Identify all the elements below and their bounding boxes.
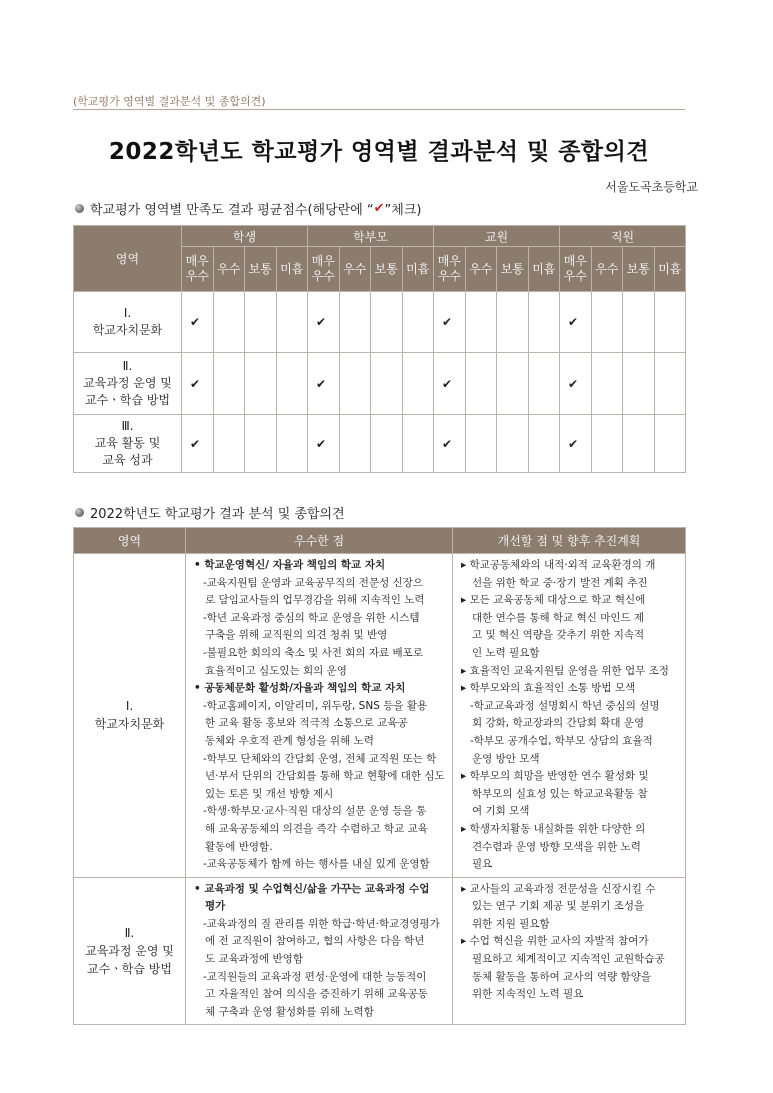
improvement-line: 고 및 혁신 역량을 갖추기 위한 지속적 <box>472 629 645 642</box>
rating-cell <box>654 353 686 415</box>
group-header: 학부모 <box>308 226 434 247</box>
rating-cell <box>213 415 245 473</box>
level-header-very-good <box>308 247 340 292</box>
level-header: 우수 <box>213 247 245 292</box>
rating-cell <box>528 292 560 353</box>
analysis-table <box>73 527 686 1025</box>
table-header-strengths: 우수한 점 <box>186 528 453 554</box>
strength-line: 활동에 반영함. <box>205 840 273 853</box>
strength-line: 도 교육과정에 반영함 <box>205 953 303 966</box>
group-header: 교원 <box>434 226 560 247</box>
rating-cell <box>182 292 214 353</box>
rating-cell <box>276 415 308 473</box>
rating-cell <box>497 292 529 353</box>
header-divider <box>73 109 685 110</box>
rating-cell <box>465 415 497 473</box>
strength-line: -교직원들의 교육과정 편성·운영에 대한 능동적이 <box>203 970 427 983</box>
area-name: 교육과정 운영 및 <box>83 376 172 390</box>
strength-line: 동체와 우호적 관계 형성을 위해 노력 <box>205 734 374 747</box>
area-name: 교수ㆍ학습 방법 <box>85 393 170 407</box>
rating-cell <box>339 353 371 415</box>
rating-cell <box>434 415 466 473</box>
strength-line: -교육공동체가 함께 하는 행사를 내실 있게 운영함 <box>203 858 430 871</box>
group-header: 학생 <box>182 226 308 247</box>
level-header: 보통 <box>245 247 277 292</box>
rating-cell <box>276 292 308 353</box>
check-mark-icon: ✔ <box>316 436 327 451</box>
table-row <box>74 415 686 473</box>
level-label: 우수 <box>185 269 209 283</box>
rating-cell <box>560 353 592 415</box>
strength-line: -학년 교육과정 중심의 학교 운영을 위한 시스템 <box>203 611 420 624</box>
level-header: 우수 <box>465 247 497 292</box>
row-area-label <box>74 877 186 1025</box>
improvement-line: 위한 지원 필요함 <box>472 917 550 930</box>
check-mark-icon: ✔ <box>568 436 579 451</box>
strength-line: 체 구축과 운영 활성화를 위해 노력함 <box>205 1005 374 1018</box>
strength-line: -교육지원팀 운영과 교육공무직의 전문성 신장으 <box>203 576 423 589</box>
area-name: 교육 성과 <box>102 453 153 467</box>
rating-cell <box>245 292 277 353</box>
area-number: Ⅲ. <box>121 419 134 433</box>
check-mark-icon: ✔ <box>316 376 327 391</box>
check-mark-icon: ✔ <box>568 315 579 329</box>
check-mark-icon: ✔ <box>190 436 201 451</box>
circle-bullet-icon <box>75 204 84 213</box>
section-heading-analysis <box>75 503 345 522</box>
level-header: 미흡 <box>528 247 560 292</box>
level-label: 우수 <box>437 269 461 283</box>
improvement-line: ▸ 모든 교육공동체 대상으로 학교 혁신에 <box>461 594 646 607</box>
improvement-line: ▸ 효율적인 교육지원팀 운영을 위한 업무 조정 <box>461 664 669 677</box>
rating-cell <box>528 415 560 473</box>
area-number: Ⅱ. <box>122 359 133 373</box>
red-check-icon: ✔ <box>373 201 385 216</box>
rating-cell <box>465 292 497 353</box>
check-mark-icon: ✔ <box>442 436 453 451</box>
strength-line: 구축을 위해 교직원의 의견 청취 및 반영 <box>205 629 388 642</box>
area-name: 학교자치문화 <box>94 717 165 732</box>
rating-cell <box>465 353 497 415</box>
improvement-line: 있는 연구 기회 제공 및 분위기 조성을 <box>472 900 645 913</box>
check-mark-icon: ✔ <box>190 315 201 329</box>
strength-line: -불필요한 회의의 축소 및 사전 회의 자료 배포로 <box>203 646 423 659</box>
strength-line: 한 교육 활동 홍보와 적극적 소통으로 교육공 <box>205 717 408 730</box>
group-header: 직원 <box>560 226 686 247</box>
strength-line: -교육과정의 질 관리를 위한 학급·학년·학교경영평가 <box>203 917 440 930</box>
rating-cell <box>402 415 434 473</box>
level-header: 보통 <box>497 247 529 292</box>
area-number: Ⅱ. <box>124 926 135 941</box>
rating-cell <box>591 292 623 353</box>
document-header-tag: (학교평가 영역별 결과분석 및 종합의견) <box>73 95 266 108</box>
level-label: 우수 <box>563 269 587 283</box>
level-label: 매우 <box>437 254 461 268</box>
rating-cell <box>623 415 655 473</box>
strength-line: -학생·학부모·교사·직원 대상의 설문 운영 등을 통 <box>203 805 427 818</box>
improvement-line: 동체 활동을 통하여 교사의 역량 함양을 <box>472 970 651 983</box>
check-mark-icon: ✔ <box>316 315 327 329</box>
satisfaction-table <box>73 225 686 473</box>
rating-cell <box>339 415 371 473</box>
table-header-area: 영역 <box>74 226 182 292</box>
rating-cell <box>371 292 403 353</box>
level-header: 미흡 <box>654 247 686 292</box>
improvement-line: ▸ 교사들의 교육과정 전문성을 신장시킬 수 <box>461 882 656 895</box>
rating-cell <box>339 292 371 353</box>
page-title: 2022학년도 학교평가 영역별 결과분석 및 종합의견 <box>108 139 650 165</box>
rating-cell <box>654 415 686 473</box>
check-mark-icon: ✔ <box>190 376 201 391</box>
section-heading-prefix: 학교평가 영역별 만족도 결과 평균점수(해당란에 “ <box>90 203 374 218</box>
table-header-area: 영역 <box>74 528 186 554</box>
improvement-line: ▸ 학생자치활동 내실화를 위한 다양한 의 <box>461 822 646 835</box>
level-header-very-good <box>182 247 214 292</box>
strength-line: -학교홈페이지, 이알리미, 위두랑, SNS 등을 활용 <box>203 699 428 712</box>
strength-line: 에 전 교직원이 참여하고, 협의 사항은 다음 학년 <box>205 935 425 948</box>
rating-cell <box>245 415 277 473</box>
rating-cell <box>308 353 340 415</box>
rating-cell <box>182 353 214 415</box>
rating-cell <box>213 292 245 353</box>
strength-line: 고 자율적인 참여 의식을 증진하기 위해 교육공동 <box>205 988 428 1001</box>
rating-cell <box>591 353 623 415</box>
section-heading-suffix: ”체크) <box>384 203 422 218</box>
rating-cell <box>434 353 466 415</box>
rating-cell <box>560 292 592 353</box>
strength-line: 평가 <box>205 900 226 913</box>
level-label: 매우 <box>185 254 209 268</box>
level-label: 매우 <box>563 254 587 268</box>
table-header-improvements: 개선할 점 및 향후 추진계획 <box>453 528 686 554</box>
improvement-line: 필요하고 체계적이고 지속적인 교원학습공 <box>472 953 665 966</box>
strength-line: • 공동체문화 활성화/자율과 책임의 학교 자치 <box>194 682 406 695</box>
level-header: 미흡 <box>402 247 434 292</box>
rating-cell <box>402 292 434 353</box>
row-area-label <box>74 292 182 353</box>
level-header: 미흡 <box>276 247 308 292</box>
improvements-cell <box>453 877 686 1025</box>
rating-cell <box>591 415 623 473</box>
improvement-line: 선을 위한 학교 중·장기 발전 계획 추진 <box>472 576 648 589</box>
improvement-line: ▸ 학부모와의 효율적인 소통 방법 모색 <box>461 682 636 695</box>
rating-cell <box>276 353 308 415</box>
rating-cell <box>623 353 655 415</box>
improvement-line: 견수렴과 운영 방향 모색을 위한 노력 <box>472 840 641 853</box>
improvement-line: -학부모 공개수업, 학부모 상담의 효율적 <box>470 734 653 747</box>
check-mark-icon: ✔ <box>568 376 579 391</box>
rating-cell <box>402 353 434 415</box>
rating-cell <box>528 353 560 415</box>
rating-cell <box>560 415 592 473</box>
table-row <box>74 554 686 878</box>
rating-cell <box>245 353 277 415</box>
rating-cell <box>213 353 245 415</box>
strength-line: 해 교육공동체의 의견을 즉각 수렴하고 학교 교육 <box>205 822 428 835</box>
school-name: 서울도곡초등학교 <box>605 180 698 194</box>
rating-cell <box>434 292 466 353</box>
section-heading-text: 2022학년도 학교평가 결과 분석 및 종합의견 <box>90 507 345 522</box>
level-header-very-good <box>560 247 592 292</box>
improvement-line: 인 노력 필요함 <box>472 646 540 659</box>
rating-cell <box>308 292 340 353</box>
level-header: 우수 <box>339 247 371 292</box>
level-header: 보통 <box>623 247 655 292</box>
improvement-line: ▸ 수업 혁신을 위한 교사의 자발적 참여가 <box>461 935 649 948</box>
check-mark-icon: ✔ <box>442 315 453 329</box>
circle-bullet-icon <box>75 508 84 517</box>
rating-cell <box>182 415 214 473</box>
strengths-cell <box>186 877 453 1025</box>
section-heading-satisfaction <box>75 199 421 218</box>
rating-cell <box>308 415 340 473</box>
improvement-line: 운영 방안 모색 <box>472 752 540 765</box>
improvement-line: ▸ 학교공동체와의 내적·외적 교육환경의 개 <box>461 559 656 571</box>
strength-line: 년·부서 단위의 간담회를 통해 학교 현황에 대한 심도 <box>205 770 445 783</box>
row-area-label <box>74 554 186 878</box>
level-label: 매우 <box>311 254 335 268</box>
row-area-label <box>74 415 182 473</box>
level-header: 우수 <box>591 247 623 292</box>
area-number: Ⅰ. <box>123 306 132 320</box>
improvement-line: ▸ 학부모의 희망을 반영한 연수 활성화 및 <box>461 770 649 783</box>
improvement-line: 여 기회 모색 <box>472 805 530 818</box>
strength-line: • 교육과정 및 수업혁신/삶을 가꾸는 교육과정 수업 <box>194 882 430 895</box>
rating-cell <box>371 415 403 473</box>
improvement-line: -학교교육과정 설명회시 학년 중심의 설명 <box>470 699 660 712</box>
strength-line: 로 담임교사들의 업무경감을 위해 지속적인 노력 <box>205 594 425 607</box>
table-row <box>74 353 686 415</box>
table-row <box>74 877 686 1025</box>
rating-cell <box>654 292 686 353</box>
strength-line: 효율적이고 심도있는 회의 운영 <box>205 664 347 677</box>
level-header-very-good <box>434 247 466 292</box>
improvement-line: 위한 지속적인 노력 필요 <box>472 988 584 1001</box>
strengths-cell <box>186 554 453 878</box>
rating-cell <box>497 353 529 415</box>
rating-cell <box>497 415 529 473</box>
area-name: 학교자치문화 <box>92 323 163 337</box>
check-mark-icon: ✔ <box>442 376 453 391</box>
strength-line: -학부모 단체와의 간담회 운영, 전체 교직원 또는 학 <box>203 752 437 765</box>
improvement-line: 회 강화, 학교장과의 간담회 확대 운영 <box>472 717 645 730</box>
improvement-line: 학부모의 실효성 있는 학교교육활동 참 <box>472 787 648 800</box>
improvements-cell <box>453 554 686 878</box>
rating-cell <box>371 353 403 415</box>
strength-line: • 학교운영혁신/ 자율과 책임의 학교 자치 <box>194 559 386 571</box>
strength-line: 있는 토론 및 개선 방향 제시 <box>205 787 334 800</box>
table-row <box>74 292 686 353</box>
area-name: 교육과정 운영 및 <box>85 944 174 959</box>
level-label: 우수 <box>311 269 335 283</box>
area-number: Ⅰ. <box>125 699 134 714</box>
level-header: 보통 <box>371 247 403 292</box>
area-name: 교수ㆍ학습 방법 <box>87 962 172 977</box>
area-name: 교육 활동 및 <box>94 436 161 450</box>
improvement-line: 필요 <box>472 858 493 871</box>
improvement-line: 대한 연수를 통해 학교 혁신 마인드 제 <box>472 611 645 624</box>
rating-cell <box>623 292 655 353</box>
row-area-label <box>74 353 182 415</box>
